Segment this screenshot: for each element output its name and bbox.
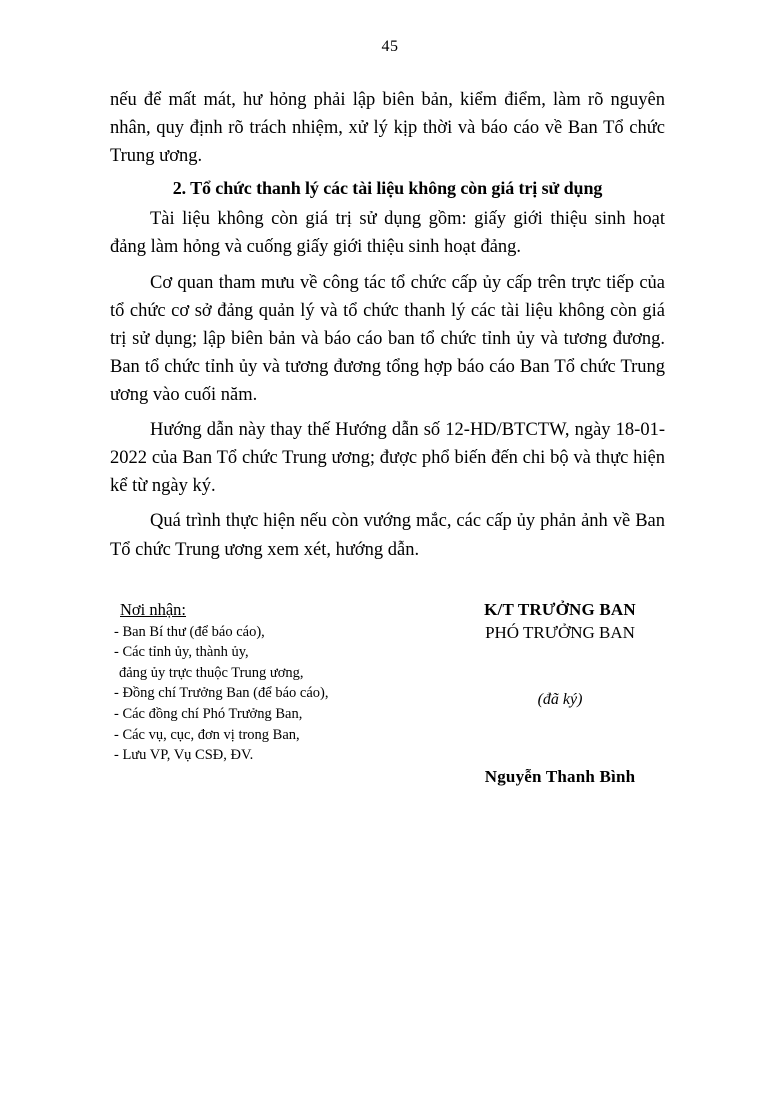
list-item: - Các vụ, cục, đơn vị trong Ban, (114, 726, 300, 743)
list-item: - Lưu VP, Vụ CSĐ, ĐV. (114, 747, 254, 764)
list-item: - Đồng chí Trưởng Ban (để báo cáo), (114, 685, 329, 702)
paragraph-1: nếu để mất mát, hư hỏng phải lập biên bản, kiểm điểm, làm rõ nguyên nhân, quy định rõ trách nhiệm, xử lý kịp thời và báo cáo về Ban Tổ chức Trung ương. (110, 90, 665, 167)
list-item: - Ban Bí thư (để báo cáo), (114, 623, 265, 640)
signature-name: Nguyễn Thanh Bình (484, 766, 636, 786)
signature-subtitle: PHÓ TRƯỞNG BAN (485, 622, 635, 642)
paragraph-3: Cơ quan tham mưu về công tác tổ chức cấp ủy cấp trên trực tiếp của tổ chức cơ sở đảng quản lý và tổ chức thanh lý các tài liệu không còn giá trị sử dụng; lập biên bản và báo cáo ban tổ chức tỉnh ủy và tương đương. Ban tổ chức tỉnh ủy và tương đương tổng hợp báo cáo Ban Tổ chức Trung ương vào cuối năm. (110, 272, 665, 405)
recipients-block (114, 600, 384, 766)
signature-block (410, 600, 710, 787)
signature-signed-note: (đã ký) (537, 690, 583, 708)
recipients-title: Nơi nhận: (120, 599, 187, 619)
paragraph-4: Hướng dẫn này thay thế Hướng dẫn số 12-HD/BTCTW, ngày 18-01-2022 của Ban Tổ chức Trung ương; được phổ biến đến chi bộ và thực hiện kể từ ngày ký. (110, 420, 665, 497)
list-item: đảng ủy trực thuộc Trung ương, (119, 664, 304, 681)
list-item: - Các tỉnh ủy, thành ủy, (114, 644, 249, 661)
signature-title: K/T TRƯỞNG BAN (484, 599, 636, 619)
recipients-list (114, 622, 384, 766)
paragraph-2: Tài liệu không còn giá trị sử dụng gồm: giấy giới thiệu sinh hoạt đảng làm hỏng và cuống giấy giới thiệu sinh hoạt đảng. (110, 209, 665, 258)
list-item: - Các đồng chí Phó Trưởng Ban, (114, 705, 303, 722)
section-heading: 2. Tổ chức thanh lý các tài liệu không còn giá trị sử dụng (172, 178, 603, 199)
paragraph-5: Quá trình thực hiện nếu còn vướng mắc, các cấp ủy phản ảnh về Ban Tổ chức Trung ương xem xét, hướng dẫn. (110, 511, 665, 560)
page-number: 45 (381, 38, 399, 55)
